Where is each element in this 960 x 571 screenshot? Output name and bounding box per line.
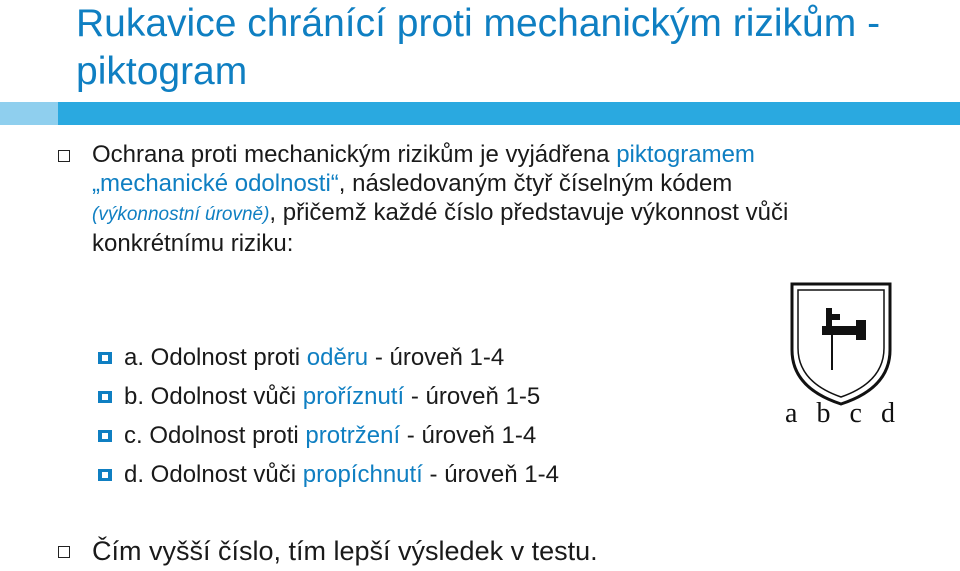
accent-bar [0,102,960,125]
bullet-box-icon [58,150,70,162]
bullet-box-icon [58,546,70,558]
pictogram-letter-a: a [785,398,798,429]
intro-paragraph [92,140,832,258]
item-highlight: oděru [306,344,369,371]
pictogram-letter-d: d [880,398,895,429]
item-suffix: - úroveň 1-4 [368,344,505,371]
intro-text-1: Ochrana proti mechanickým rizikům je vyjádřena [92,141,617,168]
square-bullet-icon [98,430,112,442]
item-prefix: a. Odolnost proti [124,344,307,371]
page-title: Rukavice chránící proti mechanickým rizikům - piktogram [76,2,881,93]
item-suffix: - úroveň 1-4 [400,422,537,449]
item-highlight: protržení [305,422,401,449]
pictogram-letters [785,398,895,430]
closing-text: Čím vyšší číslo, tím lepší výsledek v testu. [92,536,598,566]
item-prefix: b. Odolnost vůči [124,383,303,410]
item-highlight: proříznutí [302,383,405,410]
pictogram-letter-c: c [849,398,862,429]
intro-text-2: , následovaným čtyř číselným kódem [338,170,733,197]
pictogram-letter-b: b [816,398,831,429]
item-prefix: c. Odolnost proti [124,422,306,449]
item-highlight: propíchnutí [302,461,423,488]
intro-text-3: , přičemž každé číslo představuje výkonnost vůči konkrétnímu riziku: [92,199,789,257]
intro-note: (výkonnostní úrovně) [92,204,270,225]
item-suffix: - úroveň 1-5 [404,383,541,410]
square-bullet-icon [98,352,112,364]
square-bullet-icon [98,391,112,403]
item-suffix: - úroveň 1-4 [422,461,559,488]
item-prefix: d. Odolnost vůči [124,461,303,488]
intro-highlight: piktogramem „mechanické odolnosti“ [92,141,755,197]
square-bullet-icon [98,469,112,481]
